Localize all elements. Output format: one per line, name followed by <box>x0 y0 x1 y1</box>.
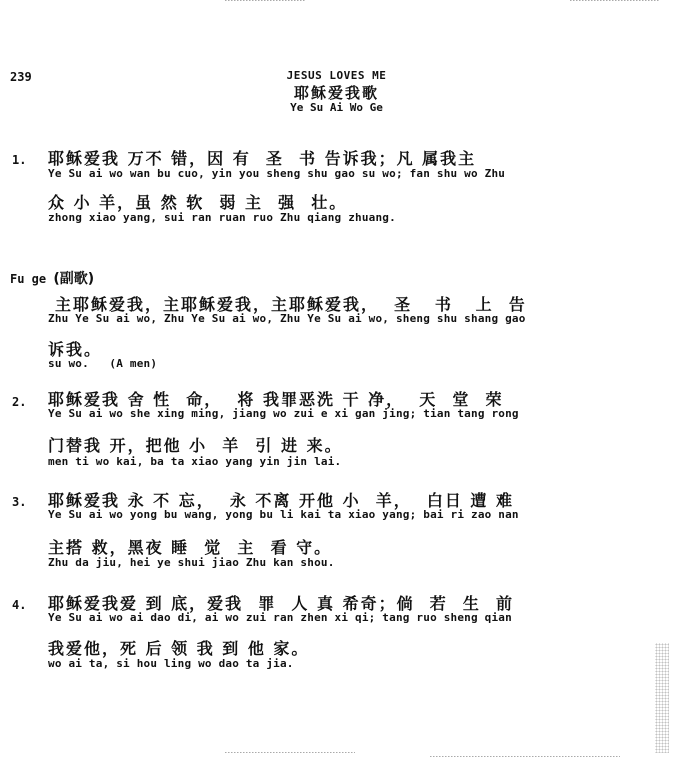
refrain-pinyin-line: su wo. (A men) <box>48 357 158 370</box>
verse-chinese-line: 众 小 羊，虽 然 软 弱 主 强 壮。 <box>48 193 348 212</box>
verse-number: 1. <box>12 153 27 167</box>
verse-pinyin-line: Ye Su ai wo ai dao di, ai wo zui ran zhen xi qi; tang ruo sheng qian <box>48 611 512 624</box>
verse-pinyin-line: Ye Su ai wo she xing ming, jiang wo zui e xi gan jing; tian tang rong <box>48 407 519 420</box>
refrain-label-chinese: (副歌) <box>53 271 95 287</box>
verse-chinese-line: 耶稣爱我 万不 错，因 有 圣 书 告诉我；凡 属我主 <box>48 149 477 168</box>
verse-number: 4. <box>12 598 27 612</box>
scan-edge-top <box>225 0 305 1</box>
verse-chinese-line: 耶稣爱我爱 到 底，爱我 罪 人 真 希奇；倘 若 生 前 <box>48 594 514 613</box>
refrain-chinese-line: 诉我。 <box>48 340 103 359</box>
verse-pinyin-line: Ye Su ai wo yong bu wang, yong bu li kai ta xiao yang; bai ri zao nan <box>48 508 519 521</box>
title-english: JESUS LOVES ME <box>286 69 387 82</box>
verse-number: 3. <box>12 495 27 509</box>
title-pinyin: Ye Su Ai Wo Ge <box>290 101 383 114</box>
verse-pinyin-line: Zhu da jiu, hei ye shui jiao Zhu kan shou. <box>48 556 335 569</box>
refrain-chinese-line: 主耶稣爱我，主耶稣爱我，主耶稣爱我， 圣 书 上 告 <box>55 295 527 314</box>
verse-chinese-line: 耶稣爱我 舍 性 命， 将 我罪恶洗 干 净， 天 堂 荣 <box>48 390 504 409</box>
refrain-pinyin-line: Zhu Ye Su ai wo, Zhu Ye Su ai wo, Zhu Ye Su ai wo, sheng shu shang gao <box>48 312 526 325</box>
verse-pinyin-line: men ti wo kai, ba ta xiao yang yin jin lai. <box>48 455 342 468</box>
refrain-label: Fu ge <box>10 272 47 286</box>
scan-edge-top-right <box>570 0 660 1</box>
scan-edge-bottom <box>225 752 355 753</box>
scan-noise <box>655 643 669 753</box>
verse-chinese-line: 门替我 开，把他 小 羊 引 进 来。 <box>48 436 343 455</box>
title-chinese: 耶稣爱我歌 <box>293 84 379 102</box>
verse-pinyin-line: zhong xiao yang, sui ran ruan ruo Zhu qiang zhuang. <box>48 211 396 224</box>
verse-chinese-line: 主搭 救，黑夜 睡 觉 主 看 守。 <box>48 538 333 557</box>
refrain-heading <box>10 268 94 288</box>
verse-number: 2. <box>12 395 27 409</box>
verse-pinyin-line: wo ai ta, si hou ling wo dao ta jia. <box>48 657 294 670</box>
verse-chinese-line: 我爱他，死 后 领 我 到 他 家。 <box>48 639 310 658</box>
scan-edge-bottom-right <box>430 756 620 757</box>
page-number: 239 <box>10 70 32 84</box>
verse-chinese-line: 耶稣爱我 永 不 忘， 永 不离 开他 小 羊， 白日 遭 难 <box>48 491 514 510</box>
verse-pinyin-line: Ye Su ai wo wan bu cuo, yin you sheng shu gao su wo; fan shu wo Zhu <box>48 167 506 180</box>
